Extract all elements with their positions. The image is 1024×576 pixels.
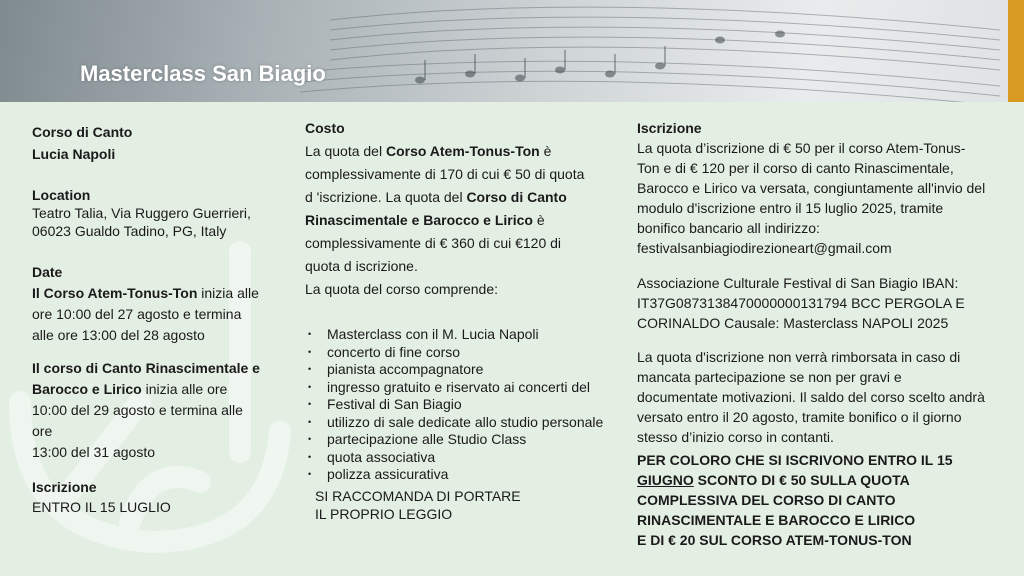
promo-line: E DI € 20 SUL CORSO ATEM-TONUS-TON <box>637 532 912 548</box>
accent-bar <box>1008 0 1024 102</box>
paragraph-line: modulo d'iscrizione entro il 15 luglio 2025, tramite <box>637 200 944 216</box>
list-item: • Masterclass con il M. Lucia Napoli <box>315 326 635 344</box>
costo-heading: Costo <box>305 120 345 136</box>
promo-line: RINASCIMENTALE E BAROCCO E LIRICO <box>637 512 916 528</box>
list-item-continuation: Festival di San Biagio <box>327 396 462 412</box>
iscrizione-deadline: ENTRO IL 15 LUGLIO <box>32 499 171 515</box>
location-heading: Location <box>32 187 91 203</box>
location-line: Teatro Talia, Via Ruggero Guerrieri, <box>32 205 251 221</box>
list-item <box>315 396 635 414</box>
page-title: Masterclass San Biagio <box>80 61 326 86</box>
promo-line <box>637 470 910 490</box>
promo-underlined: GIUGNO <box>637 472 694 488</box>
note-text: IL PROPRIO LEGGIO <box>315 506 453 522</box>
promo-line: COMPLESSIVA DEL CORSO DI CANTO <box>637 492 896 508</box>
list-item: • partecipazione alle Studio Class <box>315 431 635 449</box>
promo-text: SCONTO DI € 50 SULLA QUOTA <box>693 472 910 488</box>
cost-text <box>305 187 567 207</box>
paragraph-line: mancata partecipazione se non per gravi e <box>637 369 902 385</box>
contact-email: festivalsanbiagiodirezioneart@gmail.com <box>637 240 892 256</box>
date-atem-line <box>32 283 259 303</box>
header-photo-banner <box>0 0 1008 102</box>
course-heading: Corso di Canto <box>32 124 133 140</box>
cost-text: complessivamente di € 360 di cui €120 di <box>305 235 562 251</box>
list-item: • quota associativa <box>315 449 635 467</box>
cost-text: è <box>532 212 545 228</box>
included-items-list <box>315 326 635 484</box>
paragraph-line: bonifico bancario all indirizzo: <box>637 220 820 236</box>
course-name: Il corso di Canto Rinascimentale e <box>32 360 260 376</box>
list-item: • concerto di fine corso <box>315 344 635 362</box>
paragraph-line: La quota d'iscrizione non verrà rimborsata in caso di <box>637 349 961 365</box>
date-text: 13:00 del 31 agosto <box>32 444 155 460</box>
date-text: inizia alle <box>197 285 259 301</box>
note-text: SI RACCOMANDA DI PORTARE <box>315 488 521 504</box>
paragraph-line: Barocco e Lirico va versata, congiuntamente all'invio del <box>637 180 986 196</box>
iban-text: IT37G0873138470000000131794 BCC PERGOLA E <box>637 295 965 311</box>
list-item: • utilizzo di sale dedicate allo studio personale <box>315 414 635 432</box>
paragraph-line: Ton e di € 120 per il corso di canto Rinascimentale, <box>637 160 954 176</box>
paragraph-line: CORINALDO Causale: Masterclass NAPOLI 2025 <box>637 315 949 331</box>
list-item: • pianista accompagnatore <box>315 361 635 379</box>
location-line: 06023 Gualdo Tadino, PG, Italy <box>32 223 227 239</box>
date-text: ore <box>32 423 53 439</box>
cost-text <box>305 210 545 230</box>
cost-text: quota d iscrizione. <box>305 258 418 274</box>
paragraph-line: stesso d’inizio corso in contanti. <box>637 429 834 445</box>
course-name: Corso di Canto <box>466 189 567 205</box>
teacher-name: Lucia Napoli <box>32 146 116 162</box>
iscrizione-heading: Iscrizione <box>637 120 702 136</box>
date-text: inizia alle ore <box>141 381 228 397</box>
paragraph-line: versato entro il 20 agosto, tramite bonifico o il giorno <box>637 409 962 425</box>
date-text: 10:00 del 29 agosto e termina alle <box>32 402 243 418</box>
iscrizione-heading: Iscrizione <box>32 479 97 495</box>
list-item: • polizza assicurativa <box>315 466 635 484</box>
cost-text: complessivamente di 170 di cui € 50 di quota <box>305 166 585 182</box>
cost-text: è <box>539 143 552 159</box>
list-item: • ingresso gratuito e riservato ai concerti del <box>315 379 635 397</box>
cost-text: d 'iscrizione. La quota del <box>305 189 467 205</box>
promo-line: PER COLORO CHE SI ISCRIVONO ENTRO IL 15 <box>637 452 953 468</box>
paragraph-line: Associazione Culturale Festival di San Biagio IBAN: <box>637 275 959 291</box>
course-name: Il Corso Atem-Tonus-Ton <box>32 285 198 301</box>
date-text: ore 10:00 del 27 agosto e termina <box>32 306 242 322</box>
course-name: Corso Atem-Tonus-Ton <box>385 143 540 159</box>
cost-text <box>305 141 551 161</box>
paragraph-line: La quota d’iscrizione di € 50 per il corso Atem-Tonus- <box>637 140 966 156</box>
course-name: Rinascimentale e Barocco e Lirico <box>305 212 533 228</box>
date-canto-line <box>32 379 227 399</box>
course-name: Barocco e Lirico <box>32 381 142 397</box>
cost-text: La quota del <box>305 143 386 159</box>
date-heading: Date <box>32 264 63 280</box>
paragraph-line: documentate motivazioni. Il saldo del corso scelto andrà <box>637 389 985 405</box>
cost-includes-label: La quota del corso comprende: <box>305 281 499 297</box>
date-text: alle ore 13:00 del 28 agosto <box>32 327 205 343</box>
